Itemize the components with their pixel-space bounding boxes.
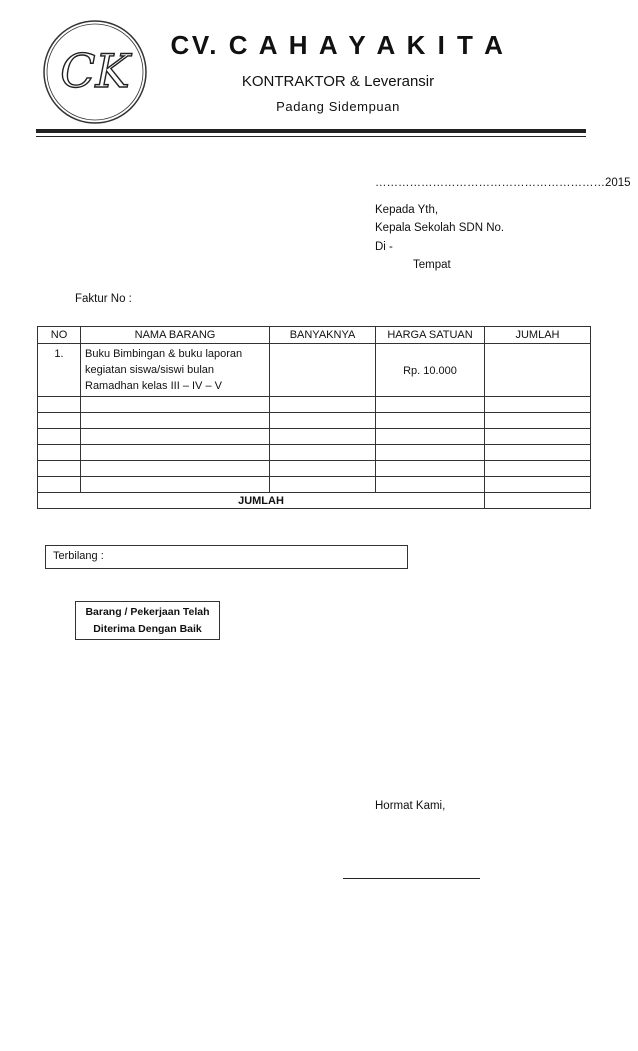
recipient-line-4: Tempat	[413, 259, 451, 271]
table-row-empty	[38, 445, 591, 461]
invoice-number-label: Faktur No :	[75, 293, 132, 305]
cell-amount	[485, 344, 591, 397]
header-rule-thick	[36, 129, 586, 133]
company-logo	[42, 19, 148, 125]
recipient-line-3: Di -	[375, 241, 393, 253]
table-row	[38, 344, 591, 397]
table-total-row	[38, 493, 591, 509]
recipient-line-2: Kepala Sekolah SDN No.	[375, 222, 505, 234]
company-subtitle: KONTRAKTOR & Leveransir	[241, 73, 435, 90]
header-unit-price: HARGA SATUAN	[376, 327, 485, 344]
header-amount: JUMLAH	[485, 327, 591, 344]
goods-received-box	[75, 601, 220, 640]
items-table	[37, 326, 591, 509]
cell-quantity	[270, 344, 376, 397]
signature-line	[343, 878, 480, 879]
company-location: Padang Sidempuan	[276, 99, 400, 114]
header-quantity: BANYAKNYA	[270, 327, 376, 344]
goods-received-line-1: Barang / Pekerjaan Telah	[85, 606, 210, 618]
table-row-empty	[38, 397, 591, 413]
header-rule-thin	[36, 136, 586, 137]
header-no: NO	[38, 327, 81, 344]
goods-received-line-2: Diterima Dengan Baik	[93, 623, 202, 635]
recipient-line-1: Kepada Yth,	[375, 204, 439, 216]
table-row-empty	[38, 461, 591, 477]
table-row-empty	[38, 429, 591, 445]
amount-in-words-box	[45, 545, 408, 569]
closing-salutation: Hormat Kami,	[375, 800, 446, 812]
total-amount-cell	[485, 493, 591, 509]
cell-unit-price: Rp. 10.000	[376, 344, 485, 397]
header-item-name: NAMA BARANG	[81, 327, 270, 344]
total-label: JUMLAH	[38, 493, 485, 509]
amount-in-words-label: Terbilang :	[53, 550, 104, 562]
date-line: ……………………………………………………2015	[375, 177, 631, 189]
cell-item-name: Buku Bimbingan & buku laporan kegiatan siswa/siswi bulan Ramadhan kelas III – IV – V	[81, 344, 270, 397]
table-header-row	[38, 327, 591, 344]
logo-monogram: CK	[60, 44, 130, 98]
cell-no: 1.	[38, 344, 81, 397]
company-name: CV. C A H A Y A K I T A	[170, 30, 506, 60]
table-row-empty	[38, 477, 591, 493]
table-row-empty	[38, 413, 591, 429]
